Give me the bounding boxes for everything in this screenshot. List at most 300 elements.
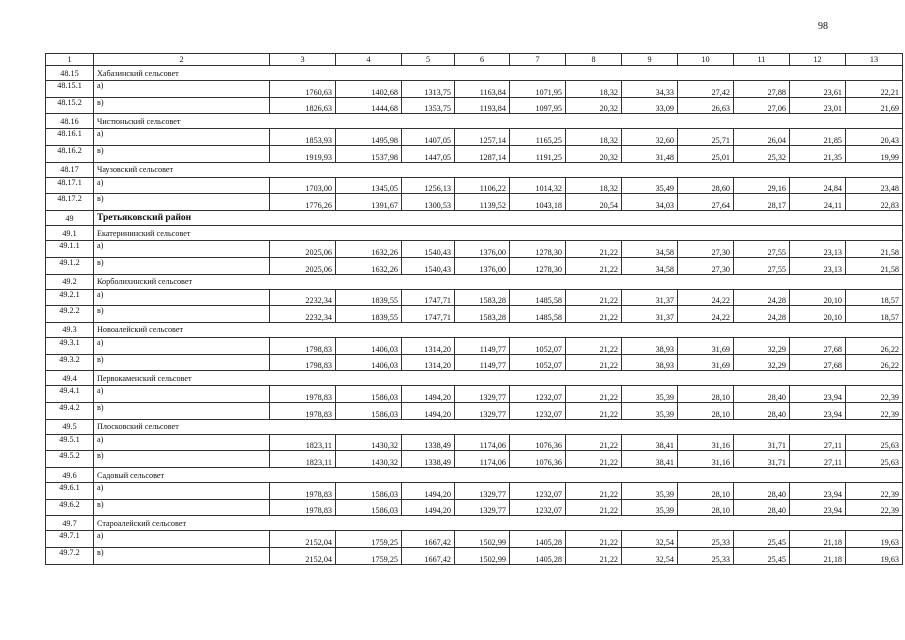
value-cell: 1329,77: [455, 499, 510, 516]
value-cell: 1163,84: [455, 81, 510, 98]
value-cell: 28,10: [678, 402, 734, 419]
value-cell: 1759,25: [336, 531, 402, 548]
value-cell: 21,22: [566, 354, 622, 371]
section-title: Плосковский сельсовет: [94, 419, 903, 434]
section-title: Корболихинский сельсовет: [94, 274, 903, 289]
value-cell: 1444,68: [336, 97, 402, 114]
value-cell: 27,55: [734, 241, 790, 258]
value-cell: 1703,00: [270, 177, 336, 194]
column-header: 8: [566, 54, 622, 66]
table-row: [46, 257, 903, 274]
section-row: [46, 468, 903, 483]
value-cell: 18,32: [566, 129, 622, 146]
row-code: 49.5.2: [46, 451, 94, 468]
value-cell: 19,63: [846, 548, 903, 565]
value-cell: 1632,26: [336, 257, 402, 274]
value-cell: 1405,28: [510, 531, 566, 548]
value-cell: 32,54: [622, 548, 678, 565]
row-code: 49.6: [46, 468, 94, 483]
value-cell: 20,10: [790, 289, 846, 306]
section-title: Чаузовский сельсовет: [94, 162, 903, 177]
value-cell: 31,16: [678, 451, 734, 468]
value-cell: 1329,77: [455, 402, 510, 419]
value-cell: 1494,20: [402, 402, 455, 419]
district-title: Третьяковский район: [94, 211, 903, 226]
table-row: [46, 402, 903, 419]
value-cell: 18,32: [566, 177, 622, 194]
value-cell: 1826,63: [270, 97, 336, 114]
value-cell: 34,58: [622, 257, 678, 274]
row-code: 49.4.1: [46, 386, 94, 403]
value-cell: 21,22: [566, 402, 622, 419]
value-cell: 24,22: [678, 289, 734, 306]
value-cell: 1823,11: [270, 434, 336, 451]
value-cell: 18,57: [846, 306, 903, 323]
value-cell: 19,99: [846, 146, 903, 163]
value-cell: 21,58: [846, 257, 903, 274]
row-label: а): [94, 483, 270, 500]
column-header: 6: [455, 54, 510, 66]
value-cell: 26,22: [846, 337, 903, 354]
value-cell: 23,94: [790, 483, 846, 500]
value-cell: 1232,07: [510, 499, 566, 516]
value-cell: 22,39: [846, 499, 903, 516]
value-cell: 29,16: [734, 177, 790, 194]
value-cell: 1978,83: [270, 483, 336, 500]
value-cell: 1494,20: [402, 499, 455, 516]
value-cell: 1747,71: [402, 289, 455, 306]
value-cell: 23,48: [846, 177, 903, 194]
value-cell: 1759,25: [336, 548, 402, 565]
value-cell: 24,28: [734, 306, 790, 323]
value-cell: 35,39: [622, 386, 678, 403]
value-cell: 21,22: [566, 257, 622, 274]
table-row: [46, 306, 903, 323]
value-cell: 23,94: [790, 402, 846, 419]
value-cell: 1494,20: [402, 483, 455, 500]
value-cell: 25,63: [846, 451, 903, 468]
row-code: 49.7.2: [46, 548, 94, 565]
value-cell: 22,21: [846, 81, 903, 98]
value-cell: 22,83: [846, 194, 903, 211]
value-cell: 27,30: [678, 257, 734, 274]
row-code: 49.2: [46, 274, 94, 289]
value-cell: 1376,00: [455, 257, 510, 274]
value-cell: 18,57: [846, 289, 903, 306]
value-cell: 1097,95: [510, 97, 566, 114]
value-cell: 34,03: [622, 194, 678, 211]
section-title: Екатерининский сельсовет: [94, 226, 903, 241]
value-cell: 1191,25: [510, 146, 566, 163]
table-row: [46, 434, 903, 451]
value-cell: 23,13: [790, 257, 846, 274]
column-number-row: [46, 54, 903, 66]
value-cell: 31,16: [678, 434, 734, 451]
row-label: в): [94, 306, 270, 323]
column-header: 7: [510, 54, 566, 66]
value-cell: 28,40: [734, 499, 790, 516]
value-cell: 1165,25: [510, 129, 566, 146]
value-cell: 1139,52: [455, 194, 510, 211]
value-cell: 25,71: [678, 129, 734, 146]
table-row: [46, 81, 903, 98]
value-cell: 1329,77: [455, 483, 510, 500]
value-cell: 38,41: [622, 451, 678, 468]
value-cell: 31,37: [622, 289, 678, 306]
value-cell: 31,71: [734, 434, 790, 451]
value-cell: 21,22: [566, 306, 622, 323]
table-row: [46, 241, 903, 258]
row-label: а): [94, 386, 270, 403]
value-cell: 1853,93: [270, 129, 336, 146]
value-cell: 2025,06: [270, 257, 336, 274]
row-label: а): [94, 434, 270, 451]
value-cell: 20,32: [566, 97, 622, 114]
value-cell: 21,22: [566, 434, 622, 451]
value-cell: 1839,55: [336, 289, 402, 306]
table-row: [46, 354, 903, 371]
value-cell: 28,40: [734, 386, 790, 403]
value-cell: 25,63: [846, 434, 903, 451]
section-title: Новоалейский сельсовет: [94, 322, 903, 337]
value-cell: 1586,03: [336, 386, 402, 403]
value-cell: 25,33: [678, 548, 734, 565]
row-label: в): [94, 499, 270, 516]
value-cell: 1485,58: [510, 306, 566, 323]
row-code: 48.17: [46, 162, 94, 177]
value-cell: 1978,83: [270, 499, 336, 516]
row-label: а): [94, 337, 270, 354]
value-cell: 28,10: [678, 483, 734, 500]
value-cell: 22,39: [846, 386, 903, 403]
value-cell: 1430,32: [336, 434, 402, 451]
row-code: 49.3.1: [46, 337, 94, 354]
row-code: 48.17.1: [46, 177, 94, 194]
value-cell: 1978,83: [270, 402, 336, 419]
value-cell: 21,22: [566, 483, 622, 500]
value-cell: 1540,43: [402, 257, 455, 274]
value-cell: 1495,98: [336, 129, 402, 146]
value-cell: 27,06: [734, 97, 790, 114]
value-cell: 21,22: [566, 289, 622, 306]
row-code: 48.16.2: [46, 146, 94, 163]
value-cell: 1537,98: [336, 146, 402, 163]
value-cell: 31,37: [622, 306, 678, 323]
section-title: Чистюньский сельсовет: [94, 114, 903, 129]
value-cell: 31,69: [678, 337, 734, 354]
row-code: 49.4.2: [46, 402, 94, 419]
row-label: а): [94, 81, 270, 98]
value-cell: 1043,18: [510, 194, 566, 211]
row-code: 49.5.1: [46, 434, 94, 451]
value-cell: 31,48: [622, 146, 678, 163]
value-cell: 28,10: [678, 499, 734, 516]
value-cell: 1257,14: [455, 129, 510, 146]
value-cell: 1502,99: [455, 548, 510, 565]
value-cell: 1586,03: [336, 483, 402, 500]
row-code: 48.15: [46, 66, 94, 81]
value-cell: 1406,03: [336, 337, 402, 354]
value-cell: 28,60: [678, 177, 734, 194]
value-cell: 1776,26: [270, 194, 336, 211]
value-cell: 1256,13: [402, 177, 455, 194]
value-cell: 1376,00: [455, 241, 510, 258]
tariff-table: [45, 53, 903, 565]
value-cell: 27,68: [790, 354, 846, 371]
section-title: Первокаменский сельсовет: [94, 371, 903, 386]
value-cell: 20,10: [790, 306, 846, 323]
value-cell: 24,22: [678, 306, 734, 323]
value-cell: 21,69: [846, 97, 903, 114]
value-cell: 32,29: [734, 337, 790, 354]
value-cell: 1447,05: [402, 146, 455, 163]
section-title: Староалейский сельсовет: [94, 516, 903, 531]
section-row: [46, 322, 903, 337]
value-cell: 1278,30: [510, 257, 566, 274]
table-row: [46, 194, 903, 211]
value-cell: 24,84: [790, 177, 846, 194]
value-cell: 34,58: [622, 241, 678, 258]
value-cell: 1586,03: [336, 499, 402, 516]
column-header: 9: [622, 54, 678, 66]
value-cell: 27,64: [678, 194, 734, 211]
row-label: в): [94, 451, 270, 468]
value-cell: 27,55: [734, 257, 790, 274]
value-cell: 2152,04: [270, 548, 336, 565]
section-row: [46, 226, 903, 241]
row-label: в): [94, 257, 270, 274]
row-code: 49.2.2: [46, 306, 94, 323]
page-number: 98: [818, 21, 828, 32]
value-cell: 21,22: [566, 451, 622, 468]
value-cell: 21,22: [566, 386, 622, 403]
value-cell: 2152,04: [270, 531, 336, 548]
value-cell: 21,22: [566, 499, 622, 516]
value-cell: 27,11: [790, 451, 846, 468]
column-header: 12: [790, 54, 846, 66]
table-row: [46, 337, 903, 354]
value-cell: 1402,68: [336, 81, 402, 98]
value-cell: 1406,03: [336, 354, 402, 371]
section-title: Хабазинский сельсовет: [94, 66, 903, 81]
section-row: [46, 114, 903, 129]
value-cell: 1919,93: [270, 146, 336, 163]
row-label: в): [94, 194, 270, 211]
row-label: а): [94, 129, 270, 146]
value-cell: 18,32: [566, 81, 622, 98]
column-header: 11: [734, 54, 790, 66]
value-cell: 1232,07: [510, 386, 566, 403]
value-cell: 25,33: [678, 531, 734, 548]
value-cell: 1106,22: [455, 177, 510, 194]
value-cell: 1747,71: [402, 306, 455, 323]
row-code: 49.3.2: [46, 354, 94, 371]
value-cell: 35,39: [622, 402, 678, 419]
column-header: 2: [94, 54, 270, 66]
value-cell: 19,63: [846, 531, 903, 548]
table-row: [46, 531, 903, 548]
section-row: [46, 274, 903, 289]
value-cell: 2232,34: [270, 306, 336, 323]
table-row: [46, 548, 903, 565]
value-cell: 32,54: [622, 531, 678, 548]
section-title: Садовый сельсовет: [94, 468, 903, 483]
value-cell: 23,61: [790, 81, 846, 98]
value-cell: 23,01: [790, 97, 846, 114]
row-code: 49.5: [46, 419, 94, 434]
value-cell: 1583,28: [455, 289, 510, 306]
value-cell: 1014,32: [510, 177, 566, 194]
table-row: [46, 97, 903, 114]
value-cell: 1353,75: [402, 97, 455, 114]
value-cell: 35,49: [622, 177, 678, 194]
value-cell: 1540,43: [402, 241, 455, 258]
table-row: [46, 177, 903, 194]
row-label: в): [94, 354, 270, 371]
value-cell: 1485,58: [510, 289, 566, 306]
value-cell: 27,42: [678, 81, 734, 98]
value-cell: 21,22: [566, 548, 622, 565]
row-code: 49.1: [46, 226, 94, 241]
row-code: 49.1.1: [46, 241, 94, 258]
row-label: в): [94, 146, 270, 163]
value-cell: 1071,95: [510, 81, 566, 98]
row-code: 49.7: [46, 516, 94, 531]
value-cell: 28,40: [734, 483, 790, 500]
value-cell: 23,94: [790, 386, 846, 403]
row-code: 48.15.2: [46, 97, 94, 114]
value-cell: 2232,34: [270, 289, 336, 306]
value-cell: 1586,03: [336, 402, 402, 419]
value-cell: 25,45: [734, 531, 790, 548]
value-cell: 1978,83: [270, 386, 336, 403]
row-label: в): [94, 402, 270, 419]
value-cell: 25,32: [734, 146, 790, 163]
value-cell: 1632,26: [336, 241, 402, 258]
value-cell: 20,32: [566, 146, 622, 163]
value-cell: 27,88: [734, 81, 790, 98]
value-cell: 28,17: [734, 194, 790, 211]
value-cell: 25,45: [734, 548, 790, 565]
value-cell: 27,11: [790, 434, 846, 451]
value-cell: 20,43: [846, 129, 903, 146]
value-cell: 23,94: [790, 499, 846, 516]
value-cell: 38,93: [622, 354, 678, 371]
value-cell: 24,11: [790, 194, 846, 211]
value-cell: 33,09: [622, 97, 678, 114]
value-cell: 1667,42: [402, 531, 455, 548]
value-cell: 31,69: [678, 354, 734, 371]
value-cell: 35,39: [622, 483, 678, 500]
value-cell: 1149,77: [455, 354, 510, 371]
table-row: [46, 499, 903, 516]
value-cell: 1823,11: [270, 451, 336, 468]
value-cell: 28,10: [678, 386, 734, 403]
value-cell: 21,35: [790, 146, 846, 163]
value-cell: 25,01: [678, 146, 734, 163]
table-row: [46, 451, 903, 468]
value-cell: 26,22: [846, 354, 903, 371]
value-cell: 1667,42: [402, 548, 455, 565]
value-cell: 2025,06: [270, 241, 336, 258]
row-code: 49.6.1: [46, 483, 94, 500]
section-row: [46, 516, 903, 531]
value-cell: 1287,14: [455, 146, 510, 163]
table-row: [46, 129, 903, 146]
value-cell: 1174,06: [455, 451, 510, 468]
value-cell: 1329,77: [455, 386, 510, 403]
value-cell: 26,04: [734, 129, 790, 146]
value-cell: 1052,07: [510, 337, 566, 354]
value-cell: 27,68: [790, 337, 846, 354]
value-cell: 21,18: [790, 548, 846, 565]
row-label: а): [94, 531, 270, 548]
value-cell: 1232,07: [510, 402, 566, 419]
row-label: а): [94, 289, 270, 306]
value-cell: 1494,20: [402, 386, 455, 403]
table-row: [46, 146, 903, 163]
value-cell: 28,40: [734, 402, 790, 419]
value-cell: 1502,99: [455, 531, 510, 548]
value-cell: 1193,84: [455, 97, 510, 114]
value-cell: 1798,83: [270, 337, 336, 354]
value-cell: 1149,77: [455, 337, 510, 354]
value-cell: 1278,30: [510, 241, 566, 258]
value-cell: 1391,67: [336, 194, 402, 211]
row-code: 49.4: [46, 371, 94, 386]
value-cell: 32,29: [734, 354, 790, 371]
value-cell: 1076,36: [510, 434, 566, 451]
row-code: 48.17.2: [46, 194, 94, 211]
table-row: [46, 483, 903, 500]
value-cell: 1430,32: [336, 451, 402, 468]
value-cell: 20,54: [566, 194, 622, 211]
row-code: 49.7.1: [46, 531, 94, 548]
value-cell: 1174,06: [455, 434, 510, 451]
value-cell: 1798,83: [270, 354, 336, 371]
section-row: [46, 66, 903, 81]
value-cell: 21,58: [846, 241, 903, 258]
column-header: 10: [678, 54, 734, 66]
value-cell: 34,33: [622, 81, 678, 98]
value-cell: 1338,49: [402, 451, 455, 468]
value-cell: 21,22: [566, 241, 622, 258]
table-row: [46, 289, 903, 306]
value-cell: 1345,05: [336, 177, 402, 194]
value-cell: 38,93: [622, 337, 678, 354]
value-cell: 21,22: [566, 531, 622, 548]
value-cell: 1839,55: [336, 306, 402, 323]
value-cell: 21,22: [566, 337, 622, 354]
column-header: 3: [270, 54, 336, 66]
section-row: [46, 419, 903, 434]
value-cell: 1338,49: [402, 434, 455, 451]
row-label: а): [94, 177, 270, 194]
row-label: в): [94, 548, 270, 565]
table-row: [46, 386, 903, 403]
value-cell: 22,39: [846, 483, 903, 500]
value-cell: 1052,07: [510, 354, 566, 371]
value-cell: 1314,20: [402, 354, 455, 371]
value-cell: 38,41: [622, 434, 678, 451]
value-cell: 1076,36: [510, 451, 566, 468]
value-cell: 27,30: [678, 241, 734, 258]
value-cell: 24,28: [734, 289, 790, 306]
value-cell: 22,39: [846, 402, 903, 419]
row-code: 49: [46, 211, 94, 226]
value-cell: 31,71: [734, 451, 790, 468]
value-cell: 26,63: [678, 97, 734, 114]
